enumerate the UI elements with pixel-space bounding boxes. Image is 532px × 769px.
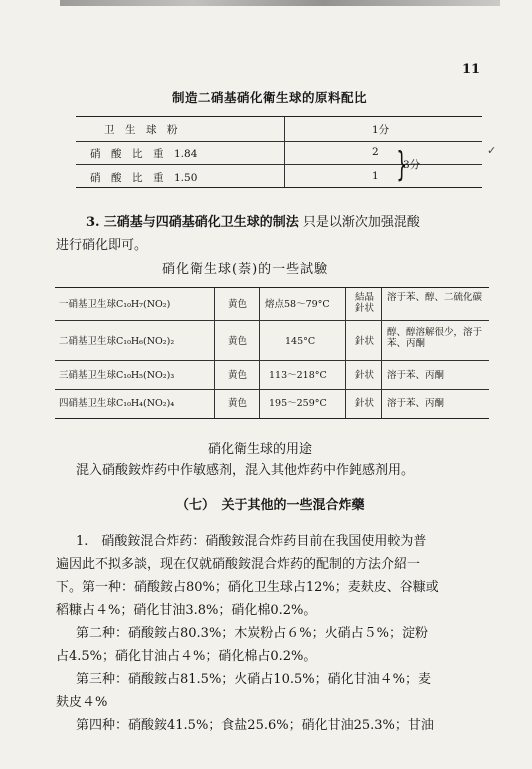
table-row: 一硝基卫生球C₁₀H₇(NO₂)	[59, 299, 171, 310]
table1-row3-label: 硝 酸 比 重 1.50	[90, 172, 198, 184]
paragraph-line: 第四种：硝酸銨41.5%；食盐25.6%；硝化甘油25.3%；甘油	[76, 718, 434, 733]
section3-heading: 3. 三硝基与四硝基硝化卫生球的制法 只是以渐次加强混酸	[86, 215, 420, 230]
table-row: 四硝基卫生球C₁₀H₄(NO₂)₄	[59, 398, 175, 409]
table1-title: 制造二硝基硝化衛生球的原料配比	[172, 90, 368, 105]
paragraph-line: 占4.5%；硝化甘油占４%；硝化棉占0.2%。	[56, 649, 317, 664]
uses-text: 混入硝酸銨炸药中作敏感剂，混入其他炸药中作鈍感剂用。	[76, 463, 415, 478]
section7-heading: （七） 关于其他的一些混合炸藥	[176, 498, 365, 513]
paragraph-line: 遍因此不拟多談，现在仅就硝酸銨混合炸药的配制的方法介紹一	[56, 557, 421, 572]
margin-mark: ✓	[487, 144, 497, 157]
paragraph-line: 第三种：硝酸銨占81.5%；火硝占10.5%；硝化甘油４%；麦	[76, 672, 431, 687]
section3-text-cont: 进行硝化即可。	[56, 238, 148, 253]
table1-row3-value: 1	[372, 170, 379, 182]
paragraph-line: 第二种：硝酸銨占80.3%；木炭粉占６%；火硝占５%；淀粉	[76, 626, 429, 641]
scan-edge-artifact	[60, 0, 500, 6]
table1-row1-value: 1分	[372, 124, 390, 136]
brace-symbol: }	[396, 145, 408, 185]
paragraph-line: 下。第一种：硝酸銨占80%；硝化卫生球占12%；麦麸皮、谷糠或	[56, 580, 439, 595]
nitration-test-table: 一硝基卫生球C₁₀H₇(NO₂) 黄色 熔点58～79°C 結晶針状 溶于苯、醇、二硫化碳 二硝基卫生球C₁₀H₆(NO₂)₂ 黄色 145°C 針状 醇、醇溶解很少，溶于苯、丙酮 三硝基卫生球C₁₀H₅(NO₂)₃ 黄色 113～218°C 針状 溶于苯、丙酮 四硝基卫生球C₁₀H₄(NO₂)₄ 黄色 195～259°C 針状 溶于苯、丙酮	[55, 287, 489, 419]
uses-title: 硝化衛生球的用途	[208, 442, 313, 457]
paragraph-line: 麸皮４%	[56, 695, 108, 710]
table2-title: 硝化衛生球(萘)的一些試驗	[162, 262, 329, 277]
table1-row2-label: 硝 酸 比 重 1.84	[90, 148, 198, 160]
table-row: 二硝基卫生球C₁₀H₆(NO₂)₂	[59, 336, 175, 347]
table-row: 三硝基卫生球C₁₀H₅(NO₂)₃	[59, 370, 175, 381]
paragraph-line: 稻糠占４%；硝化甘油3.8%；硝化棉0.2%。	[56, 603, 317, 618]
table1-brace-total: 3分	[403, 159, 421, 171]
paragraph-line: 1. 硝酸銨混合炸药：硝酸銨混合炸药目前在我国使用較为普	[76, 534, 427, 549]
raw-material-table	[76, 116, 482, 188]
page-number: 11	[462, 62, 481, 77]
table1-row1-label: 卫 生 球 粉	[104, 124, 178, 136]
table1-row2-value: 2	[372, 146, 379, 158]
